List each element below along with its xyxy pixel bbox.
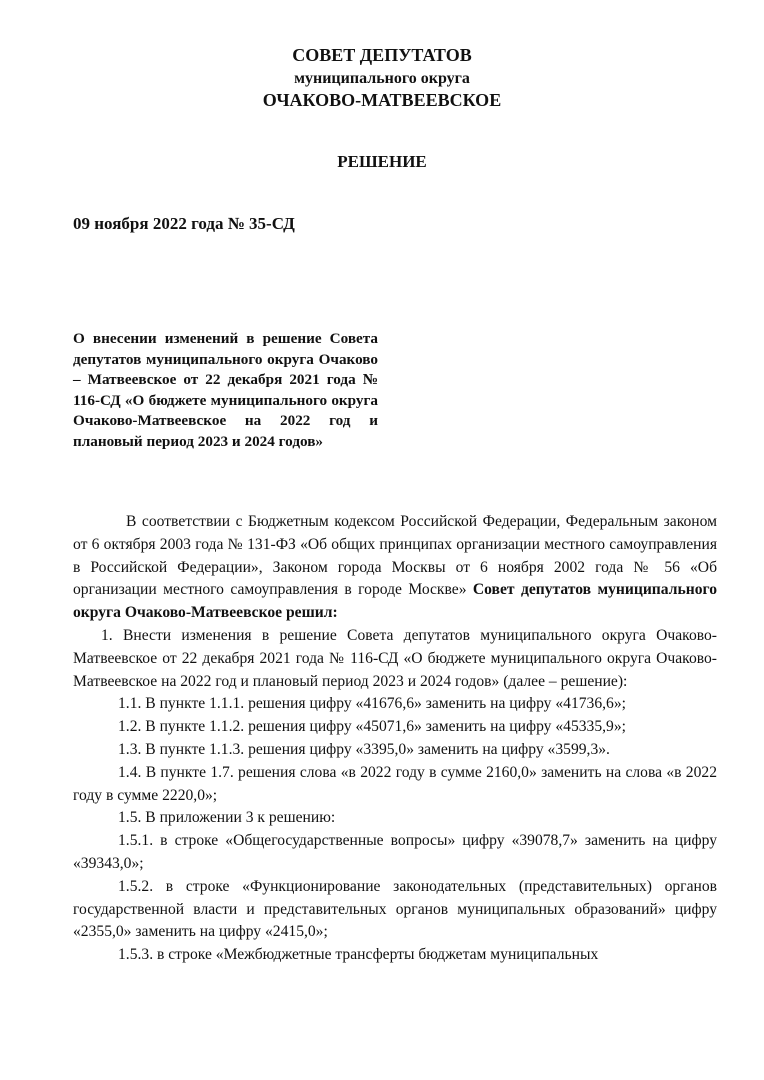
decision-date-number: 09 ноября 2022 года № 35-СД xyxy=(73,214,295,233)
paragraph-1-3: 1.3. В пункте 1.1.3. решения цифру «3395,0» заменить на цифру «3599,3». xyxy=(118,740,610,758)
decision-body xyxy=(73,511,717,967)
paragraph-1-5-3: 1.5.3. в строке «Межбюджетные трансферты бюджетам муниципальных xyxy=(118,946,599,964)
decision-title: РЕШЕНИЕ xyxy=(337,152,427,171)
intro-paragraph xyxy=(73,511,717,625)
intro-text: В соответствии с Бюджетным кодексом Российской Федерации, Федеральным законом от 6 октября 2003 года № 131-ФЗ «Об общих принципах организации местного самоуправления в Российской Федерации», Законом города Москвы от 6 ноября 2002 года № 56 «Об организации местного самоуправления в городе Москве» xyxy=(73,513,717,599)
paragraph-1-5-1: 1.5.1. в строке «Общегосударственные вопросы» цифру «39078,7» заменить на цифру «39343,0»; xyxy=(73,832,717,872)
paragraph-1-1: 1.1. В пункте 1.1.1. решения цифру «41676,6» заменить на цифру «41736,6»; xyxy=(118,695,626,713)
council-title: СОВЕТ ДЕПУТАТОВ xyxy=(292,45,472,65)
council-subtitle: муниципального округа xyxy=(294,70,470,87)
paragraph-1-4: 1.4. В пункте 1.7. решения слова «в 2022 году в сумме 2160,0» заменить на слова «в 2022 году в сумме 2220,0»; xyxy=(73,763,717,804)
paragraph-1: 1. Внести изменения в решение Совета депутатов муниципального округа Очаково-Матвеевское от 22 декабря 2021 года № 116-СД «О бюджете муниципального округа Очаково-Матвеевское на 2022 год и плановый период 2023 и 2024 годов» (далее – решение): xyxy=(73,626,717,690)
paragraph-1-2: 1.2. В пункте 1.1.2. решения цифру «45071,6» заменить на цифру «45335,9»; xyxy=(118,718,626,736)
district-name: ОЧАКОВО-МАТВЕЕВСКОЕ xyxy=(262,90,502,110)
decision-subject: О внесении изменений в решение Совета депутатов муниципального округа Очаково – Матвеевское от 22 декабря 2021 года № 116-СД «О бюджете муниципального округа Очаково-Матвеевское на 2022 год и плановый период 2023 и 2024 годов» xyxy=(73,330,378,450)
paragraph-1-5-2: 1.5.2. в строке «Функционирование законодательных (представительных) органов государственной власти и представительных органов муниципальных образований» цифру «2355,0» заменить на цифру «2415,0»; xyxy=(73,877,717,941)
intro-resolution: Совет депутатов муниципального округа Очаково-Матвеевское решил: xyxy=(73,581,717,622)
paragraph-1-5: 1.5. В приложении 3 к решению: xyxy=(118,809,336,827)
